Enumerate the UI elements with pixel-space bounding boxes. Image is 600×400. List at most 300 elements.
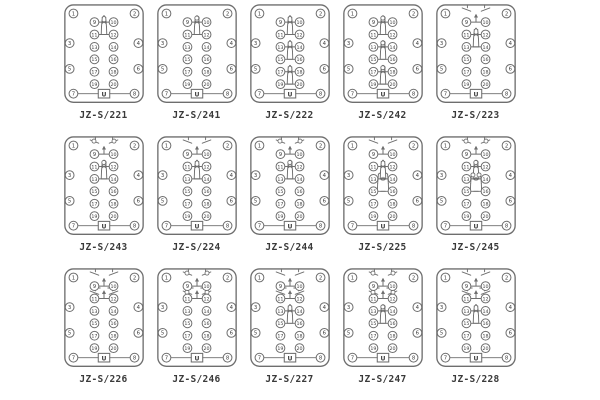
relay-socket-diagram (337, 3, 429, 108)
svg-text:4: 4 (322, 40, 326, 47)
svg-text:16: 16 (389, 190, 396, 196)
svg-text:7: 7 (71, 223, 75, 230)
relay-cell (429, 267, 522, 399)
svg-text:10: 10 (482, 152, 489, 158)
svg-text:12: 12 (389, 33, 396, 39)
svg-text:11: 11 (183, 33, 190, 39)
svg-text:19: 19 (369, 347, 376, 353)
svg-text:19: 19 (90, 347, 97, 353)
svg-text:8: 8 (411, 223, 415, 230)
svg-text:5: 5 (439, 330, 443, 337)
svg-text:2: 2 (411, 275, 415, 282)
svg-text:2: 2 (504, 275, 508, 282)
svg-text:9: 9 (185, 151, 189, 158)
svg-text:4: 4 (415, 40, 419, 47)
svg-text:9: 9 (371, 19, 375, 26)
svg-text:17: 17 (276, 334, 283, 340)
svg-text:18: 18 (296, 70, 303, 76)
svg-text:12: 12 (203, 33, 210, 39)
svg-text:19: 19 (369, 83, 376, 89)
svg-text:4: 4 (136, 40, 140, 47)
svg-text:20: 20 (203, 347, 210, 353)
svg-text:19: 19 (183, 215, 190, 221)
svg-text:9: 9 (185, 19, 189, 26)
svg-text:6: 6 (415, 330, 419, 337)
svg-text:11: 11 (276, 33, 283, 39)
svg-text:6: 6 (415, 66, 419, 73)
svg-text:U: U (101, 355, 106, 363)
svg-text:7: 7 (350, 355, 354, 362)
svg-text:15: 15 (276, 58, 283, 64)
svg-text:U: U (287, 355, 292, 363)
svg-text:7: 7 (71, 91, 75, 98)
svg-text:9: 9 (92, 19, 96, 26)
svg-text:15: 15 (183, 58, 190, 64)
svg-text:17: 17 (276, 202, 283, 208)
svg-text:12: 12 (389, 297, 396, 303)
svg-text:3: 3 (439, 40, 443, 47)
relay-model-label: JZ-S/245 (451, 242, 500, 253)
svg-text:14: 14 (389, 309, 396, 315)
svg-text:2: 2 (411, 143, 415, 150)
svg-text:8: 8 (132, 223, 136, 230)
svg-text:13: 13 (90, 177, 97, 183)
svg-text:18: 18 (389, 70, 396, 76)
svg-text:17: 17 (276, 70, 283, 76)
svg-text:14: 14 (203, 177, 210, 183)
relay-socket-diagram (58, 135, 150, 240)
svg-text:1: 1 (257, 11, 261, 18)
svg-text:15: 15 (369, 190, 376, 196)
svg-text:8: 8 (132, 91, 136, 98)
svg-text:16: 16 (203, 322, 210, 328)
svg-text:4: 4 (322, 172, 326, 179)
svg-text:4: 4 (229, 304, 233, 311)
svg-text:3: 3 (160, 172, 164, 179)
svg-text:6: 6 (136, 198, 140, 205)
svg-text:U: U (380, 91, 385, 99)
relay-model-label: JZ-S/226 (79, 374, 128, 385)
relay-socket-diagram (244, 3, 336, 108)
svg-text:20: 20 (296, 215, 303, 221)
svg-text:15: 15 (90, 190, 97, 196)
svg-text:18: 18 (110, 70, 117, 76)
relay-model-label: JZ-S/221 (79, 110, 128, 121)
relay-model-label: JZ-S/224 (172, 242, 221, 253)
svg-text:13: 13 (276, 309, 283, 315)
relay-model-label: JZ-S/244 (265, 242, 314, 253)
svg-text:3: 3 (67, 40, 71, 47)
relay-cell (57, 3, 150, 135)
svg-text:14: 14 (389, 45, 396, 51)
svg-text:11: 11 (183, 297, 190, 303)
relay-cell (150, 3, 243, 135)
relay-model-label: JZ-S/222 (265, 110, 314, 121)
svg-text:1: 1 (443, 143, 447, 150)
svg-text:6: 6 (322, 198, 326, 205)
svg-text:16: 16 (110, 190, 117, 196)
relay-model-label: JZ-S/225 (358, 242, 407, 253)
svg-text:2: 2 (318, 143, 322, 150)
svg-text:20: 20 (296, 83, 303, 89)
svg-text:4: 4 (229, 40, 233, 47)
svg-text:1: 1 (164, 275, 168, 282)
svg-text:13: 13 (90, 309, 97, 315)
relay-socket-diagram (151, 267, 243, 372)
svg-text:13: 13 (369, 177, 376, 183)
svg-text:5: 5 (346, 198, 350, 205)
svg-text:19: 19 (462, 215, 469, 221)
svg-text:15: 15 (183, 190, 190, 196)
svg-text:1: 1 (443, 275, 447, 282)
svg-text:2: 2 (318, 275, 322, 282)
svg-text:16: 16 (203, 190, 210, 196)
svg-text:11: 11 (369, 297, 376, 303)
svg-text:11: 11 (462, 33, 469, 39)
svg-text:17: 17 (183, 202, 190, 208)
svg-text:14: 14 (389, 177, 396, 183)
svg-text:16: 16 (482, 190, 489, 196)
svg-text:19: 19 (90, 83, 97, 89)
svg-text:11: 11 (369, 33, 376, 39)
svg-text:20: 20 (296, 347, 303, 353)
svg-text:12: 12 (296, 165, 303, 171)
svg-text:3: 3 (439, 172, 443, 179)
svg-text:3: 3 (67, 304, 71, 311)
svg-text:18: 18 (482, 202, 489, 208)
svg-text:3: 3 (160, 40, 164, 47)
svg-text:1: 1 (443, 11, 447, 18)
svg-text:1: 1 (257, 143, 261, 150)
svg-text:16: 16 (482, 322, 489, 328)
svg-text:U: U (473, 223, 478, 231)
svg-text:4: 4 (136, 172, 140, 179)
svg-text:U: U (380, 355, 385, 363)
svg-text:6: 6 (136, 330, 140, 337)
svg-text:3: 3 (67, 172, 71, 179)
svg-text:15: 15 (462, 322, 469, 328)
svg-text:1: 1 (350, 143, 354, 150)
svg-text:U: U (473, 91, 478, 99)
svg-text:7: 7 (257, 355, 261, 362)
svg-text:5: 5 (67, 330, 71, 337)
svg-text:17: 17 (90, 202, 97, 208)
svg-text:1: 1 (350, 275, 354, 282)
svg-text:U: U (194, 223, 199, 231)
relay-model-label: JZ-S/223 (451, 110, 500, 121)
svg-text:10: 10 (203, 20, 210, 26)
svg-text:18: 18 (389, 202, 396, 208)
svg-text:8: 8 (225, 355, 229, 362)
svg-text:U: U (473, 355, 478, 363)
svg-text:10: 10 (389, 152, 396, 158)
svg-text:11: 11 (276, 297, 283, 303)
svg-text:20: 20 (482, 83, 489, 89)
svg-text:3: 3 (346, 40, 350, 47)
svg-text:11: 11 (369, 165, 376, 171)
svg-text:4: 4 (136, 304, 140, 311)
svg-text:10: 10 (110, 152, 117, 158)
svg-text:10: 10 (389, 284, 396, 290)
svg-text:3: 3 (253, 304, 257, 311)
relay-socket-diagram (58, 267, 150, 372)
svg-text:17: 17 (183, 334, 190, 340)
svg-text:18: 18 (296, 334, 303, 340)
relay-socket-diagram (244, 267, 336, 372)
svg-text:3: 3 (253, 172, 257, 179)
svg-text:12: 12 (296, 33, 303, 39)
svg-text:15: 15 (183, 322, 190, 328)
svg-text:13: 13 (369, 45, 376, 51)
svg-text:14: 14 (203, 45, 210, 51)
svg-text:20: 20 (110, 215, 117, 221)
relay-socket-diagram (151, 135, 243, 240)
relay-socket-diagram (337, 267, 429, 372)
svg-text:19: 19 (183, 83, 190, 89)
svg-text:5: 5 (253, 330, 257, 337)
relay-cell (150, 135, 243, 267)
relay-socket-diagram (151, 3, 243, 108)
svg-text:U: U (287, 91, 292, 99)
svg-text:13: 13 (462, 177, 469, 183)
relay-model-label: JZ-S/243 (79, 242, 128, 253)
svg-text:12: 12 (110, 297, 117, 303)
svg-text:4: 4 (322, 304, 326, 311)
svg-text:16: 16 (203, 58, 210, 64)
svg-text:11: 11 (462, 165, 469, 171)
svg-text:6: 6 (229, 66, 233, 73)
svg-text:19: 19 (462, 347, 469, 353)
svg-text:14: 14 (296, 45, 303, 51)
svg-text:9: 9 (371, 283, 375, 290)
svg-text:19: 19 (462, 83, 469, 89)
svg-text:15: 15 (276, 190, 283, 196)
relay-socket-diagram (430, 135, 522, 240)
svg-text:9: 9 (278, 283, 282, 290)
svg-text:2: 2 (132, 275, 136, 282)
svg-text:5: 5 (346, 330, 350, 337)
svg-text:8: 8 (504, 223, 508, 230)
svg-text:19: 19 (183, 347, 190, 353)
svg-text:2: 2 (132, 143, 136, 150)
svg-text:16: 16 (110, 58, 117, 64)
svg-text:8: 8 (411, 91, 415, 98)
svg-text:18: 18 (203, 202, 210, 208)
relay-model-label: JZ-S/227 (265, 374, 314, 385)
svg-text:11: 11 (462, 297, 469, 303)
svg-text:20: 20 (389, 215, 396, 221)
svg-text:17: 17 (369, 70, 376, 76)
svg-text:5: 5 (439, 198, 443, 205)
svg-text:9: 9 (92, 283, 96, 290)
svg-text:20: 20 (482, 347, 489, 353)
svg-text:13: 13 (369, 309, 376, 315)
svg-text:10: 10 (389, 20, 396, 26)
svg-text:17: 17 (183, 70, 190, 76)
svg-text:2: 2 (504, 11, 508, 18)
svg-text:15: 15 (462, 58, 469, 64)
svg-text:1: 1 (164, 143, 168, 150)
relay-model-label: JZ-S/242 (358, 110, 407, 121)
svg-text:2: 2 (225, 143, 229, 150)
svg-text:18: 18 (203, 334, 210, 340)
svg-text:6: 6 (136, 66, 140, 73)
svg-text:16: 16 (110, 322, 117, 328)
svg-text:6: 6 (322, 66, 326, 73)
svg-text:10: 10 (110, 284, 117, 290)
svg-text:14: 14 (482, 177, 489, 183)
svg-text:14: 14 (110, 309, 117, 315)
svg-text:8: 8 (318, 355, 322, 362)
svg-text:8: 8 (318, 91, 322, 98)
svg-text:15: 15 (369, 58, 376, 64)
svg-text:9: 9 (464, 19, 468, 26)
svg-text:16: 16 (389, 322, 396, 328)
svg-text:16: 16 (296, 190, 303, 196)
relay-diagrams-grid (57, 3, 522, 399)
svg-text:7: 7 (443, 355, 447, 362)
svg-text:8: 8 (504, 355, 508, 362)
svg-text:9: 9 (464, 283, 468, 290)
svg-text:20: 20 (110, 347, 117, 353)
svg-text:17: 17 (369, 334, 376, 340)
svg-text:19: 19 (369, 215, 376, 221)
svg-text:13: 13 (276, 45, 283, 51)
svg-text:4: 4 (229, 172, 233, 179)
svg-text:19: 19 (276, 215, 283, 221)
svg-text:10: 10 (296, 284, 303, 290)
relay-cell (429, 135, 522, 267)
svg-text:11: 11 (90, 297, 97, 303)
svg-text:6: 6 (508, 66, 512, 73)
svg-text:18: 18 (110, 202, 117, 208)
svg-text:8: 8 (225, 223, 229, 230)
svg-text:9: 9 (371, 151, 375, 158)
svg-text:13: 13 (462, 45, 469, 51)
svg-text:1: 1 (71, 143, 75, 150)
svg-text:10: 10 (482, 284, 489, 290)
svg-text:14: 14 (110, 177, 117, 183)
svg-text:12: 12 (482, 297, 489, 303)
svg-text:U: U (287, 223, 292, 231)
svg-text:5: 5 (67, 198, 71, 205)
svg-text:15: 15 (90, 322, 97, 328)
svg-text:13: 13 (462, 309, 469, 315)
svg-text:20: 20 (389, 83, 396, 89)
svg-text:9: 9 (185, 283, 189, 290)
svg-text:6: 6 (322, 330, 326, 337)
svg-text:6: 6 (229, 198, 233, 205)
relay-cell (57, 135, 150, 267)
svg-text:7: 7 (164, 223, 168, 230)
svg-text:3: 3 (346, 304, 350, 311)
svg-text:7: 7 (350, 91, 354, 98)
svg-text:12: 12 (389, 165, 396, 171)
svg-text:20: 20 (389, 347, 396, 353)
svg-text:10: 10 (203, 284, 210, 290)
relay-socket-diagram (430, 267, 522, 372)
relay-model-label: JZ-S/246 (172, 374, 221, 385)
svg-text:15: 15 (462, 190, 469, 196)
svg-text:2: 2 (318, 11, 322, 18)
svg-text:19: 19 (276, 347, 283, 353)
svg-text:12: 12 (482, 165, 489, 171)
svg-text:11: 11 (90, 33, 97, 39)
relay-cell (243, 3, 336, 135)
svg-text:17: 17 (369, 202, 376, 208)
svg-text:3: 3 (346, 172, 350, 179)
svg-text:14: 14 (110, 45, 117, 51)
svg-text:15: 15 (276, 322, 283, 328)
relay-cell (429, 3, 522, 135)
svg-text:8: 8 (318, 223, 322, 230)
svg-text:U: U (380, 223, 385, 231)
svg-text:11: 11 (90, 165, 97, 171)
svg-text:18: 18 (482, 70, 489, 76)
relay-model-label: JZ-S/228 (451, 374, 500, 385)
relay-socket-diagram (244, 135, 336, 240)
svg-text:3: 3 (160, 304, 164, 311)
svg-text:16: 16 (296, 58, 303, 64)
svg-text:12: 12 (482, 33, 489, 39)
svg-text:6: 6 (229, 330, 233, 337)
svg-text:18: 18 (296, 202, 303, 208)
svg-text:5: 5 (160, 66, 164, 73)
svg-text:8: 8 (504, 91, 508, 98)
svg-text:16: 16 (296, 322, 303, 328)
svg-text:5: 5 (160, 198, 164, 205)
svg-text:20: 20 (203, 83, 210, 89)
svg-text:3: 3 (253, 40, 257, 47)
svg-text:U: U (101, 91, 106, 99)
svg-text:10: 10 (203, 152, 210, 158)
svg-text:12: 12 (110, 165, 117, 171)
svg-text:4: 4 (415, 304, 419, 311)
svg-text:2: 2 (132, 11, 136, 18)
svg-text:16: 16 (482, 58, 489, 64)
svg-text:1: 1 (350, 11, 354, 18)
svg-text:7: 7 (164, 91, 168, 98)
svg-text:U: U (194, 91, 199, 99)
svg-text:19: 19 (90, 215, 97, 221)
svg-text:1: 1 (257, 275, 261, 282)
svg-text:14: 14 (203, 309, 210, 315)
svg-text:4: 4 (508, 40, 512, 47)
svg-text:1: 1 (71, 275, 75, 282)
svg-text:5: 5 (160, 330, 164, 337)
svg-text:9: 9 (92, 151, 96, 158)
svg-text:14: 14 (482, 309, 489, 315)
svg-text:9: 9 (464, 151, 468, 158)
svg-text:10: 10 (296, 152, 303, 158)
relay-cell (243, 135, 336, 267)
svg-text:6: 6 (508, 330, 512, 337)
svg-text:7: 7 (443, 91, 447, 98)
svg-text:7: 7 (350, 223, 354, 230)
relay-cell (57, 267, 150, 399)
svg-text:5: 5 (346, 66, 350, 73)
svg-text:8: 8 (225, 91, 229, 98)
svg-text:15: 15 (369, 322, 376, 328)
svg-text:9: 9 (278, 151, 282, 158)
svg-text:14: 14 (296, 177, 303, 183)
svg-text:17: 17 (462, 70, 469, 76)
svg-text:5: 5 (253, 66, 257, 73)
svg-text:7: 7 (257, 91, 261, 98)
svg-text:14: 14 (482, 45, 489, 51)
svg-text:1: 1 (71, 11, 75, 18)
svg-text:12: 12 (203, 165, 210, 171)
